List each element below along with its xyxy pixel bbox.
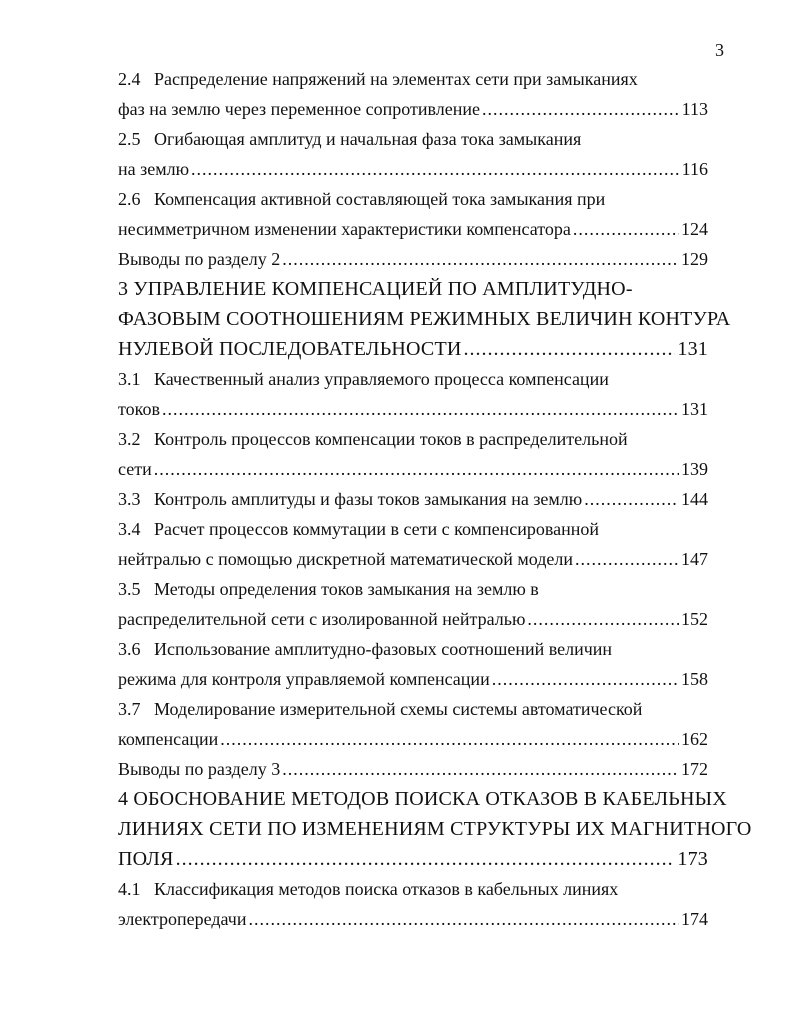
- chapter-title: 4 ОБОСНОВАНИЕ МЕТОДОВ ПОИСКА ОТКАЗОВ В КАБЕЛЬНЫХ: [118, 788, 727, 810]
- toc-line: [118, 428, 708, 450]
- section-number: 4.1: [118, 879, 141, 899]
- section-title: Огибающая амплитуд и начальная фаза тока замыкания: [154, 129, 582, 149]
- section-title-cont: распределительной сети с изолированной нейтралью: [118, 609, 526, 629]
- page-ref: 129: [681, 249, 708, 269]
- section-title: Использование амплитудно-фазовых соотношений величин: [154, 639, 613, 659]
- section-title: Выводы по разделу 2: [118, 249, 281, 269]
- section-title-cont: нейтралью с помощью дискретной математической модели: [118, 549, 573, 569]
- toc-entry: [118, 98, 708, 120]
- page-ref: 113: [681, 99, 708, 119]
- page-number: 3: [715, 40, 724, 60]
- section-number: 3.2: [118, 429, 141, 449]
- toc-entry: [118, 908, 708, 930]
- section-title-cont: режима для контроля управляемой компенсации: [118, 669, 490, 689]
- page-ref: 131: [677, 338, 708, 360]
- section-title: Классификация методов поиска отказов в кабельных линиях: [154, 879, 619, 899]
- page-ref: 144: [681, 489, 708, 509]
- page-ref: 139: [681, 459, 708, 479]
- toc-line: [118, 128, 708, 150]
- section-number: 3.3: [118, 489, 141, 509]
- section-title-cont: электропередачи: [118, 909, 247, 929]
- page-ref: 174: [681, 909, 708, 929]
- section-title-cont: на землю: [118, 159, 190, 179]
- toc-line: [118, 68, 708, 90]
- toc-entry: [118, 398, 708, 420]
- section-title-cont: токов: [118, 399, 160, 419]
- section-title-cont: фаз на землю через переменное сопротивление: [118, 99, 481, 119]
- chapter-heading-line: [118, 788, 727, 810]
- toc-entry: [118, 248, 708, 270]
- toc-line: [118, 518, 708, 540]
- dot-leader: [162, 398, 679, 420]
- section-title: Распределение напряжений на элементах сети при замыканиях: [154, 69, 638, 89]
- chapter-heading-line: [118, 818, 752, 840]
- dot-leader: [464, 338, 676, 360]
- section-title-cont: сети: [118, 459, 152, 479]
- chapter-title-cont: ФАЗОВЫМ СООТНОШЕНИЯМ РЕЖИМНЫХ ВЕЛИЧИН КОНТУРА: [118, 308, 731, 330]
- section-title-cont: компенсации: [118, 729, 219, 749]
- page-ref: 152: [681, 609, 708, 629]
- chapter-title-cont: ЛИНИЯХ СЕТИ ПО ИЗМЕНЕНИЯМ СТРУКТУРЫ ИХ МАГНИТНОГО: [118, 818, 752, 840]
- section-title: Выводы по разделу 3: [118, 759, 281, 779]
- page-ref: 147: [681, 549, 708, 569]
- section-number: 3.1: [118, 369, 141, 389]
- page-ref: 158: [681, 669, 708, 689]
- dot-leader: [248, 908, 679, 930]
- section-title: Контроль процессов компенсации токов в распределительной: [154, 429, 628, 449]
- dot-leader: [220, 728, 679, 750]
- dot-leader: [176, 848, 676, 870]
- section-title: Моделирование измерительной схемы системы автоматической: [154, 699, 643, 719]
- chapter-title-cont: НУЛЕВОЙ ПОСЛЕДОВАТЕЛЬНОСТИ: [118, 338, 462, 360]
- section-number: 3.7: [118, 699, 141, 719]
- toc-line: [118, 878, 708, 900]
- dot-leader: [154, 458, 679, 480]
- toc-entry: [118, 488, 708, 510]
- page-ref: 131: [681, 399, 708, 419]
- toc-entry: [118, 338, 708, 360]
- toc-entry: [118, 728, 708, 750]
- dot-leader: [527, 608, 679, 630]
- dot-leader: [482, 98, 680, 120]
- toc-entry: [118, 608, 708, 630]
- dot-leader: [575, 548, 679, 570]
- chapter-heading-line: [118, 278, 708, 300]
- dot-leader: [191, 158, 680, 180]
- toc-entry: [118, 758, 708, 780]
- section-title: Качественный анализ управляемого процесса компенсации: [154, 369, 609, 389]
- dot-leader: [492, 668, 679, 690]
- section-title: Методы определения токов замыкания на землю в: [154, 579, 539, 599]
- toc-entry: [118, 668, 708, 690]
- chapter-title-cont: ПОЛЯ: [118, 848, 174, 870]
- toc-line: [118, 368, 708, 390]
- toc-entry: [118, 548, 708, 570]
- toc-entry: [118, 158, 708, 180]
- toc-line: [118, 638, 708, 660]
- section-title: Расчет процессов коммутации в сети с компенсированной: [154, 519, 600, 539]
- section-number: 2.4: [118, 69, 141, 89]
- section-number: 3.6: [118, 639, 141, 659]
- toc-line: [118, 188, 708, 210]
- page-ref: 116: [681, 159, 708, 179]
- chapter-title: 3 УПРАВЛЕНИЕ КОМПЕНСАЦИЕЙ ПО АМПЛИТУДНО-: [118, 278, 633, 300]
- toc-line: [118, 698, 708, 720]
- dot-leader: [282, 248, 679, 270]
- chapter-heading-line: [118, 308, 731, 330]
- page-ref: 124: [681, 219, 708, 239]
- section-title-cont: несимметричном изменении характеристики компенсатора: [118, 219, 571, 239]
- section-number: 3.4: [118, 519, 141, 539]
- section-title: Контроль амплитуды и фазы токов замыкания на землю: [154, 489, 583, 509]
- toc-line: [118, 578, 708, 600]
- page-ref: 173: [677, 848, 708, 870]
- toc-entry: [118, 458, 708, 480]
- page-ref: 172: [681, 759, 708, 779]
- section-title: Компенсация активной составляющей тока замыкания при: [154, 189, 606, 209]
- toc-entry: [118, 848, 708, 870]
- toc-entry: [118, 218, 708, 240]
- section-number: 2.6: [118, 189, 141, 209]
- dot-leader: [573, 218, 679, 240]
- page-ref: 162: [681, 729, 708, 749]
- section-number: 3.5: [118, 579, 141, 599]
- section-number: 2.5: [118, 129, 141, 149]
- dot-leader: [584, 488, 679, 510]
- dot-leader: [282, 758, 679, 780]
